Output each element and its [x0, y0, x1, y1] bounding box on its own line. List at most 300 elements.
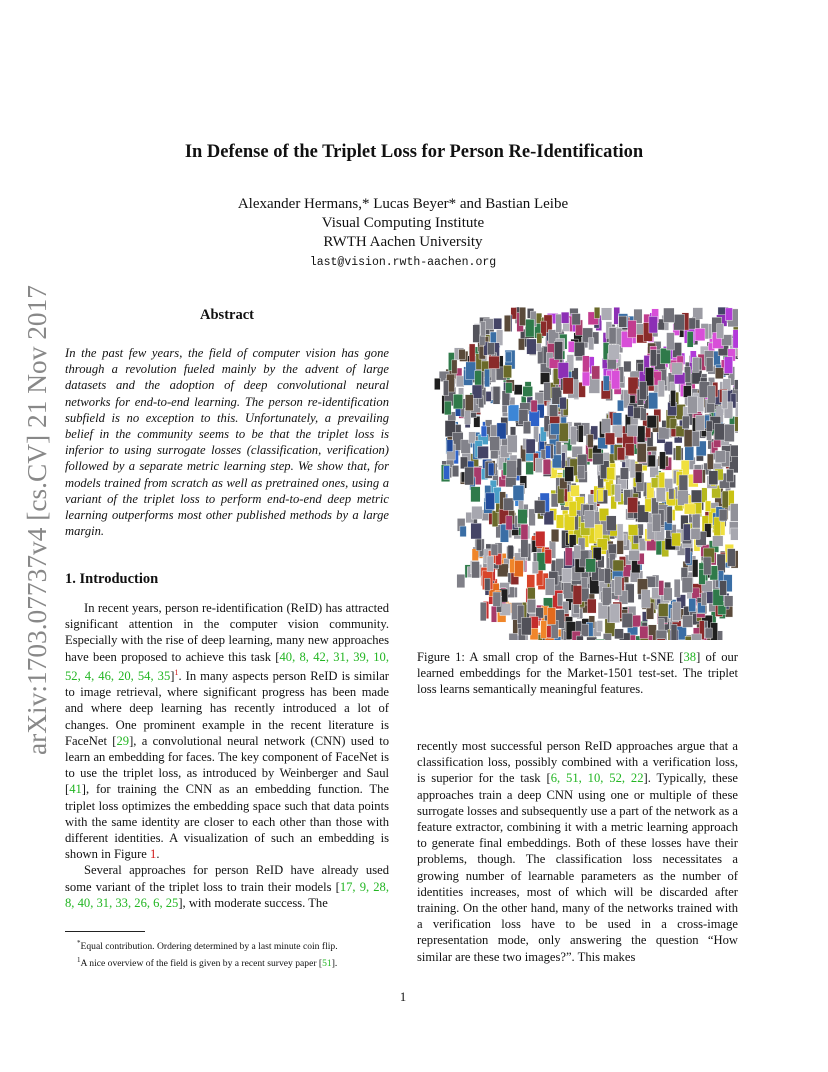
mosaic-thumbnail — [722, 390, 727, 409]
mosaic-thumbnail — [672, 602, 681, 621]
mosaic-thumbnail — [521, 540, 528, 558]
mosaic-thumbnail — [523, 421, 531, 434]
text-run: Several approaches for person ReID have already used some variant of the triplet loss to train their models [ — [65, 863, 389, 894]
mosaic-thumbnail — [606, 516, 616, 531]
mosaic-thumbnail — [727, 469, 734, 482]
arxiv-stamp — [18, 280, 58, 760]
mosaic-thumbnail — [503, 365, 511, 378]
mosaic-thumbnail — [497, 564, 508, 577]
mosaic-thumbnail — [706, 421, 712, 432]
mosaic-thumbnail — [481, 426, 487, 437]
mosaic-thumbnail — [635, 472, 642, 483]
mosaic-thumbnail — [535, 458, 542, 473]
footnote-text: A nice overview of the field is given by a recent survey paper [ — [80, 957, 323, 969]
mosaic-thumbnail — [622, 613, 633, 628]
mosaic-thumbnail — [507, 460, 517, 478]
mosaic-thumbnail — [685, 548, 690, 564]
mosaic-thumbnail — [487, 343, 494, 355]
mosaic-thumbnail — [479, 335, 485, 345]
mosaic-thumbnail — [532, 562, 538, 574]
mosaic-thumbnail — [637, 444, 646, 463]
mosaic-thumbnail — [632, 615, 641, 627]
footnote-mark: 1 — [77, 955, 81, 964]
mosaic-thumbnail — [521, 618, 531, 636]
mosaic-thumbnail — [723, 379, 731, 391]
mosaic-thumbnail — [693, 470, 702, 484]
mosaic-thumbnail — [724, 357, 733, 374]
footnote-survey — [65, 954, 389, 971]
mosaic-thumbnail — [605, 433, 615, 445]
mosaic-thumbnail — [478, 446, 489, 458]
mosaic-thumbnail — [508, 405, 519, 421]
mosaic-thumbnail — [481, 322, 486, 337]
mosaic-thumbnail — [722, 491, 728, 508]
abstract-heading: Abstract — [200, 307, 254, 323]
mosaic-thumbnail — [469, 344, 475, 362]
mosaic-thumbnail — [674, 579, 680, 597]
figure-1-caption — [417, 649, 738, 698]
mosaic-thumbnail — [559, 423, 568, 441]
mosaic-thumbnail — [514, 560, 523, 576]
mosaic-thumbnail — [674, 314, 685, 330]
mosaic-thumbnail — [641, 590, 650, 608]
mosaic-thumbnail — [578, 425, 583, 442]
mosaic-thumbnail — [466, 362, 476, 380]
mosaic-thumbnail — [434, 378, 440, 390]
mosaic-thumbnail — [471, 487, 481, 502]
mosaic-thumbnail — [608, 345, 619, 359]
mosaic-thumbnail — [664, 588, 673, 601]
text-run: recently most successful person ReID approaches argue that a classification loss, possibly combined with a verification loss, is superior for the task [ — [417, 739, 738, 786]
mosaic-thumbnail — [593, 547, 601, 560]
mosaic-thumbnail — [620, 468, 628, 479]
text-run: ], a convolutional neural network (CNN) used to learn an embedding for faces. The key component of FaceNet is to use the triplet loss, as introduced by Weinberger and Saul [ — [65, 733, 389, 797]
mosaic-thumbnail — [667, 507, 672, 524]
mosaic-thumbnail — [717, 324, 724, 339]
mosaic-thumbnail — [649, 316, 658, 333]
footnote-divider — [65, 931, 145, 932]
intro-paragraph-2 — [65, 862, 389, 911]
citation-link[interactable]: 6, 51, 10, 52, 22 — [550, 771, 644, 786]
mosaic-thumbnail — [596, 639, 605, 640]
mosaic-thumbnail — [652, 514, 661, 532]
footnote-ref[interactable]: 1 — [174, 667, 179, 677]
text-run: . In many aspects person ReID is similar to image retrieval, where significant progress has been made and where deep learning has recently introduced a lot of changes. One prominent example in the recent literature is FaceNet [ — [65, 669, 389, 748]
mosaic-thumbnail — [456, 376, 464, 387]
mosaic-thumbnail — [585, 510, 595, 528]
mosaic-thumbnail — [693, 308, 703, 320]
mosaic-thumbnail — [589, 338, 594, 350]
mosaic-thumbnail — [659, 604, 669, 617]
mosaic-thumbnail — [667, 333, 675, 350]
mosaic-thumbnail — [615, 484, 621, 502]
mosaic-thumbnail — [640, 408, 646, 421]
mosaic-thumbnail — [639, 381, 646, 399]
mosaic-thumbnail — [531, 400, 537, 412]
mosaic-thumbnail — [720, 581, 727, 596]
mosaic-thumbnail — [691, 490, 701, 503]
mosaic-thumbnail — [670, 419, 677, 429]
mosaic-thumbnail — [486, 493, 495, 510]
mosaic-thumbnail — [672, 363, 683, 375]
mosaic-thumbnail — [497, 423, 506, 439]
mosaic-thumbnail — [603, 376, 609, 391]
mosaic-thumbnail — [586, 559, 596, 572]
mosaic-thumbnail — [658, 427, 669, 439]
mosaic-thumbnail — [558, 363, 569, 379]
mosaic-thumbnail — [733, 330, 738, 348]
mosaic-thumbnail — [696, 415, 705, 431]
mosaic-thumbnail — [556, 314, 562, 332]
mosaic-thumbnail — [492, 511, 498, 527]
mosaic-thumbnail — [443, 380, 448, 395]
mosaic-thumbnail — [684, 430, 692, 447]
mosaic-thumbnail — [624, 361, 632, 372]
mosaic-thumbnail — [602, 587, 611, 605]
mosaic-thumbnail — [678, 491, 689, 506]
mosaic-thumbnail — [568, 341, 574, 352]
mosaic-thumbnail — [594, 307, 600, 318]
mosaic-thumbnail — [692, 560, 698, 578]
mosaic-thumbnail — [715, 368, 723, 379]
mosaic-thumbnail — [715, 451, 725, 463]
author-email[interactable]: last@vision.rwth-aachen.org — [309, 256, 497, 269]
introduction-heading: 1. Introduction — [65, 571, 159, 587]
figure-ref-link[interactable]: 1 — [150, 847, 157, 862]
text-run: In recent years, person re-identification (ReID) has attracted significant attention in the computer vision community. Especially with the rise of deep learning, many new approaches have been proposed to achieve this task [ — [65, 601, 389, 664]
mosaic-thumbnail — [702, 488, 708, 503]
mosaic-thumbnail — [537, 333, 542, 343]
mosaic-thumbnail — [508, 545, 513, 559]
mosaic-thumbnail — [714, 424, 725, 441]
citation-link[interactable]: 38 — [683, 650, 697, 664]
citation-link[interactable]: 40, 8, 42, 31, 39, 10, 52, 4, 46, 20, 54, 35 — [65, 649, 389, 683]
mosaic-thumbnail — [471, 523, 482, 539]
mosaic-thumbnail — [691, 528, 700, 539]
footnote-equal-contribution — [65, 937, 389, 954]
mosaic-thumbnail — [645, 499, 651, 512]
mosaic-thumbnail — [709, 471, 718, 485]
mosaic-thumbnail — [724, 596, 733, 607]
mosaic-thumbnail — [526, 319, 535, 337]
mosaic-thumbnail — [565, 467, 574, 482]
mosaic-thumbnail — [447, 440, 453, 452]
mosaic-thumbnail — [518, 509, 528, 524]
footnotes — [65, 937, 389, 970]
page-number: 1 — [399, 990, 407, 1004]
mosaic-thumbnail — [519, 307, 525, 325]
mosaic-thumbnail — [472, 562, 480, 578]
mosaic-thumbnail — [556, 515, 564, 529]
mosaic-thumbnail — [617, 448, 625, 461]
mosaic-thumbnail — [526, 439, 535, 453]
mosaic-thumbnail — [728, 490, 734, 505]
mosaic-thumbnail — [609, 328, 616, 344]
mosaic-thumbnail — [650, 350, 656, 366]
arxiv-stamp-svg — [18, 280, 58, 760]
abstract-body — [65, 345, 389, 539]
author-university: RWTH Aachen University — [323, 234, 483, 250]
tsne-mosaic-image — [427, 307, 738, 640]
mosaic-thumbnail — [491, 606, 497, 622]
figure-1-tsne-mosaic — [427, 307, 738, 640]
mosaic-thumbnail — [705, 501, 711, 512]
mosaic-thumbnail — [534, 500, 545, 513]
mosaic-thumbnail — [561, 312, 569, 323]
mosaic-thumbnail — [550, 423, 559, 434]
mosaic-thumbnail — [611, 371, 620, 389]
mosaic-thumbnail — [504, 315, 511, 331]
mosaic-thumbnail — [679, 475, 688, 492]
mosaic-thumbnail — [671, 390, 676, 406]
mosaic-thumbnail — [664, 308, 675, 323]
mosaic-thumbnail — [610, 604, 620, 623]
mosaic-thumbnail — [506, 516, 512, 530]
mosaic-thumbnail — [556, 442, 561, 455]
mosaic-thumbnail — [628, 320, 637, 337]
mosaic-thumbnail — [704, 557, 712, 575]
mosaic-thumbnail — [518, 339, 524, 351]
citation-link[interactable]: 41 — [69, 782, 82, 797]
mosaic-thumbnail — [607, 467, 615, 480]
mosaic-thumbnail — [514, 385, 522, 395]
mosaic-thumbnail — [633, 407, 640, 418]
text-run: ]. Typically, these approaches train a deep CNN using one or multiple of these surrogate losses and subsequently use a part of the network as a feature extractor, combining it with a metric learning approach to generate final embeddings. Both of these losses have their problems, though. The classification loss necessitates a growing number of learnable parameters as the number of identities increases, most of which will be discarded after training. On the other hand, many of the networks trained with a verification loss have to be used in a cross-image representation mode, only answering the question “How similar are these two images?”. This makes — [417, 771, 739, 964]
mosaic-thumbnail — [521, 524, 528, 541]
mosaic-thumbnail — [659, 581, 664, 596]
mosaic-thumbnail — [444, 401, 451, 415]
mosaic-thumbnail — [719, 509, 727, 521]
mosaic-thumbnail — [593, 453, 604, 465]
mosaic-thumbnail — [473, 325, 480, 343]
mosaic-thumbnail — [660, 452, 666, 469]
citation-link[interactable]: 51 — [322, 957, 332, 969]
mosaic-thumbnail — [587, 637, 597, 640]
mosaic-thumbnail — [574, 342, 584, 356]
mosaic-thumbnail — [560, 397, 567, 409]
mosaic-thumbnail — [465, 395, 473, 411]
mosaic-thumbnail — [503, 498, 514, 510]
caption-paragraph — [417, 649, 738, 698]
mosaic-thumbnail — [628, 406, 634, 417]
mosaic-thumbnail — [628, 525, 638, 536]
mosaic-thumbnail — [671, 624, 677, 640]
mosaic-thumbnail — [613, 560, 624, 571]
mosaic-thumbnail — [485, 578, 491, 590]
mosaic-thumbnail — [490, 437, 500, 451]
mosaic-thumbnail — [602, 419, 611, 434]
mosaic-thumbnail — [523, 386, 533, 396]
arxiv-id: arXiv:1703.07737v4 [cs.CV] 21 Nov 2017 — [22, 291, 52, 755]
paper-title: In Defense of the Triplet Loss for Person Re-Identification — [184, 142, 644, 162]
mosaic-thumbnail — [676, 446, 681, 461]
mosaic-thumbnail — [613, 413, 622, 425]
mosaic-thumbnail — [592, 366, 600, 379]
mosaic-thumbnail — [543, 459, 550, 474]
mosaic-thumbnail — [687, 332, 693, 348]
mosaic-thumbnail — [583, 356, 590, 372]
citation-link[interactable]: 29 — [116, 733, 130, 748]
mosaic-thumbnail — [629, 550, 640, 560]
mosaic-thumbnail — [684, 504, 695, 514]
mosaic-thumbnail — [619, 316, 627, 327]
author-list: Alexander Hermans,* Lucas Beyer* and Bastian Leibe — [237, 196, 569, 212]
text-run: . — [156, 847, 160, 862]
mosaic-thumbnail — [444, 466, 450, 480]
mosaic-thumbnail — [527, 339, 537, 354]
footnote-text: Equal contribution. Ordering determined by a last minute coin flip. — [80, 941, 338, 953]
mosaic-thumbnail — [630, 460, 635, 478]
mosaic-thumbnail — [683, 524, 690, 540]
mosaic-thumbnail — [734, 380, 738, 390]
mosaic-thumbnail — [640, 626, 648, 638]
mosaic-thumbnail — [453, 394, 463, 409]
mosaic-thumbnail — [565, 548, 572, 566]
mosaic-thumbnail — [683, 615, 693, 627]
mosaic-thumbnail — [730, 504, 738, 522]
mosaic-thumbnail — [493, 386, 500, 404]
mosaic-thumbnail — [541, 621, 547, 639]
mosaic-thumbnail — [551, 494, 558, 507]
mosaic-thumbnail — [509, 633, 518, 640]
mosaic-thumbnail — [562, 568, 572, 582]
mosaic-thumbnail — [735, 417, 738, 432]
footnote-mark: * — [77, 939, 81, 947]
mosaic-thumbnail — [545, 549, 552, 564]
mosaic-thumbnail — [627, 425, 638, 436]
footnote-text: ]. — [331, 957, 338, 969]
mosaic-thumbnail — [465, 467, 474, 485]
mosaic-thumbnail — [731, 528, 739, 540]
mosaic-thumbnail — [547, 608, 556, 625]
mosaic-thumbnail — [506, 383, 513, 393]
mosaic-thumbnail — [472, 506, 483, 519]
mosaic-thumbnail — [601, 308, 612, 321]
mosaic-thumbnail — [487, 556, 494, 572]
mosaic-thumbnail — [637, 426, 645, 442]
mosaic-thumbnail — [457, 574, 465, 588]
mosaic-thumbnail — [513, 485, 524, 500]
mosaic-thumbnail — [493, 592, 501, 606]
mosaic-thumbnail — [669, 488, 674, 499]
mosaic-thumbnail — [571, 426, 577, 445]
text-run: ] — [170, 669, 175, 683]
mosaic-thumbnail — [569, 501, 577, 516]
mosaic-thumbnail — [725, 308, 732, 320]
mosaic-thumbnail — [647, 416, 656, 428]
mosaic-thumbnail — [571, 485, 580, 496]
author-institute: Visual Computing Institute — [321, 215, 485, 231]
mosaic-thumbnail — [731, 445, 738, 456]
mosaic-thumbnail — [691, 634, 701, 640]
mosaic-thumbnail — [545, 578, 555, 595]
mosaic-thumbnail — [684, 367, 690, 383]
mosaic-thumbnail — [604, 568, 610, 583]
mosaic-thumbnail — [649, 393, 658, 409]
mosaic-thumbnail — [724, 424, 734, 442]
mosaic-thumbnail — [597, 621, 603, 632]
mosaic-thumbnail — [617, 524, 623, 541]
mosaic-thumbnail — [628, 497, 638, 512]
mosaic-thumbnail — [689, 598, 696, 611]
mosaic-thumbnail — [688, 396, 698, 414]
mosaic-thumbnail — [574, 545, 581, 559]
mosaic-thumbnail — [587, 599, 596, 613]
mosaic-thumbnail — [485, 369, 490, 387]
mosaic-thumbnail — [706, 358, 713, 372]
mosaic-thumbnail — [707, 454, 713, 469]
mosaic-thumbnail — [558, 593, 563, 606]
caption-text: ] of our learned embeddings for the Market-1501 test-set. The triplet loss learns semantically meaningful features. — [417, 650, 738, 697]
mosaic-thumbnail — [536, 531, 546, 547]
abstract-paragraph: In the past few years, the field of computer vision has gone through a revolution fueled mainly by the advent of large datasets and the adoption of deep convolutional neural networks for end-to-end learning. The person re-identification subfield is no exception to this. Unfortunately, a prevailing belief in the community seems to be that the triplet loss is inferior to using surrogate losses (classification, verification) followed by a separate metric learning step. We show that, for models trained from scratch as well as pretrained ones, using a variant of the triplet loss to perform end-to-end deep metric learning outperforms most other published methods by a large margin. — [65, 346, 389, 539]
mosaic-thumbnail — [507, 435, 517, 452]
mosaic-thumbnail — [452, 360, 457, 374]
mosaic-thumbnail — [705, 628, 712, 638]
mosaic-thumbnail — [527, 599, 536, 613]
mosaic-thumbnail — [459, 349, 466, 359]
mosaic-thumbnail — [526, 462, 534, 475]
caption-text: Figure 1: A small crop of the Barnes-Hut t-SNE [ — [417, 650, 684, 664]
mosaic-thumbnail — [658, 381, 665, 397]
mosaic-thumbnail — [491, 544, 498, 555]
mosaic-thumbnail — [576, 636, 583, 640]
mosaic-thumbnail — [682, 416, 689, 429]
text-run: ], with moderate success. The — [178, 895, 328, 910]
mosaic-thumbnail — [672, 533, 681, 546]
mosaic-thumbnail — [551, 529, 559, 542]
mosaic-thumbnail — [472, 385, 482, 398]
mosaic-thumbnail — [692, 514, 700, 528]
mosaic-thumbnail — [701, 593, 706, 606]
mosaic-thumbnail — [615, 629, 624, 639]
introduction-body — [65, 600, 389, 911]
mosaic-thumbnail — [693, 357, 700, 372]
mosaic-thumbnail — [506, 352, 512, 362]
mosaic-thumbnail — [727, 549, 735, 567]
mosaic-thumbnail — [617, 400, 623, 411]
text-run: ], for training the CNN as an embedding function. The triplet loss optimizes the embedding space such that data points with the same identity are closer to each other than those with different identities. A visualization of such an embedding is shown in Figure — [65, 782, 389, 862]
mosaic-thumbnail — [708, 386, 716, 404]
mosaic-thumbnail — [588, 434, 594, 447]
mosaic-thumbnail — [460, 526, 467, 537]
mosaic-thumbnail — [546, 446, 551, 459]
mosaic-thumbnail — [494, 318, 502, 329]
mosaic-thumbnail — [572, 314, 581, 325]
mosaic-thumbnail — [489, 356, 500, 369]
mosaic-thumbnail — [544, 511, 554, 525]
citation-link[interactable]: 17, 9, 28, 8, 40, 31, 33, 26, 6, 25 — [65, 879, 389, 910]
mosaic-thumbnail — [657, 639, 665, 640]
mosaic-thumbnail — [554, 342, 563, 360]
mosaic-thumbnail — [660, 348, 670, 363]
right-column-body — [417, 738, 738, 965]
mosaic-thumbnail — [626, 444, 635, 456]
mosaic-thumbnail — [578, 466, 585, 479]
mosaic-thumbnail — [488, 463, 494, 476]
right-paragraph — [417, 738, 738, 965]
mosaic-thumbnail — [528, 588, 536, 600]
intro-paragraph-1 — [65, 600, 389, 862]
mosaic-thumbnail — [713, 536, 724, 547]
mosaic-thumbnail — [683, 386, 691, 398]
mosaic-thumbnail — [452, 465, 459, 476]
mosaic-thumbnail — [717, 554, 725, 573]
mosaic-thumbnail — [563, 378, 573, 394]
mosaic-thumbnail — [573, 586, 582, 605]
mosaic-thumbnail — [598, 490, 603, 502]
mosaic-thumbnail — [651, 478, 658, 488]
